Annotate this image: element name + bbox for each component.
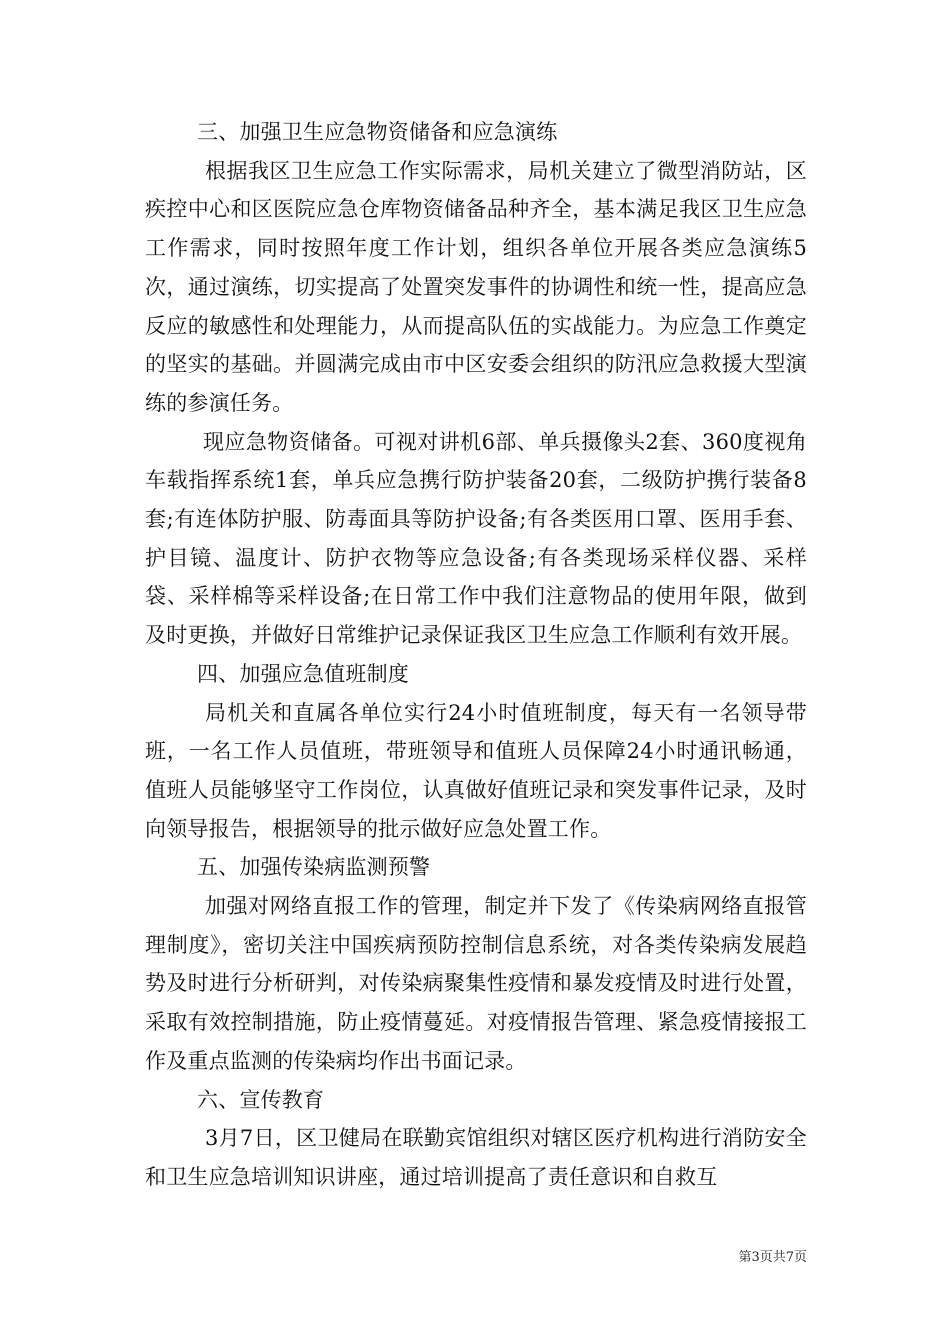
section-heading-5: 五、加强传染病监测预警 xyxy=(197,855,431,880)
section-heading-4: 四、加强应急值班制度 xyxy=(197,661,409,686)
paragraph-duty-system: 局机关和直属各单位实行24小时值班制度，每天有一名领导带班，一名工作人员值班，带班领导和值班人员保障24小时通讯畅通，值班人员能够坚守工作岗位，认真做好值班记录和突发事件记录，及时向领导报告，根据领导的批示做好应急处置工作。 xyxy=(145,700,807,841)
section-heading-3: 三、加强卫生应急物资储备和应急演练 xyxy=(197,120,558,144)
paragraph-disease-monitoring: 加强对网络直报工作的管理，制定并下发了《传染病网络直报管理制度》，密切关注中国疾病预防控制信息系统，对各类传染病发展趋势及时进行分析研判，对传染病聚集性疫情和暴发疫情及时进行处置，采取有效控制措施，防止疫情蔓延。对疫情报告管理、紧急疫情接报工作及重点监测的传染病均作出书面记录。 xyxy=(145,894,807,1073)
page-number: 第3页共7页 xyxy=(738,1250,807,1265)
paragraph-supplies-inventory: 现应急物资储备。可视对讲机6部、单兵摄像头2套、360度视角车载指挥系统1套，单兵应急携行防护装备20套，二级防护携行装备8套;有连体防护服、防毒面具等防护设备;有各类医用口罩、医用手套、护目镜、温度计、防护衣物等应急设备;有各类现场采样仪器、采样袋、采样棉等采样设备;在日常工作中我们注意物品的使用年限，做到及时更换，并做好日常维护记录保证我区卫生应急工作顺利有效开展。 xyxy=(145,429,807,648)
document-body xyxy=(145,113,807,1197)
section-heading-6: 六、宣传教育 xyxy=(197,1087,325,1112)
paragraph-education: 3月7日，区卫健局在联勤宾馆组织对辖区医疗机构进行消防安全和卫生应急培训知识讲座，通过培训提高了责任意识和自救互 xyxy=(145,1126,807,1189)
paragraph-supplies-drills: 根据我区卫生应急工作实际需求，局机关建立了微型消防站，区疾控中心和区医院应急仓库物资储备品种齐全，基本满足我区卫生应急工作需求，同时按照年度工作计划，组织各单位开展各类应急演练5次，通过演练，切实提高了处置突发事件的协调性和统一性，提高应急反应的敏感性和处理能力，从而提高队伍的实战能力。为应急工作奠定的坚实的基础。并圆满完成由市中区安委会组织的防汛应急救援大型演练的参演任务。 xyxy=(145,158,807,415)
